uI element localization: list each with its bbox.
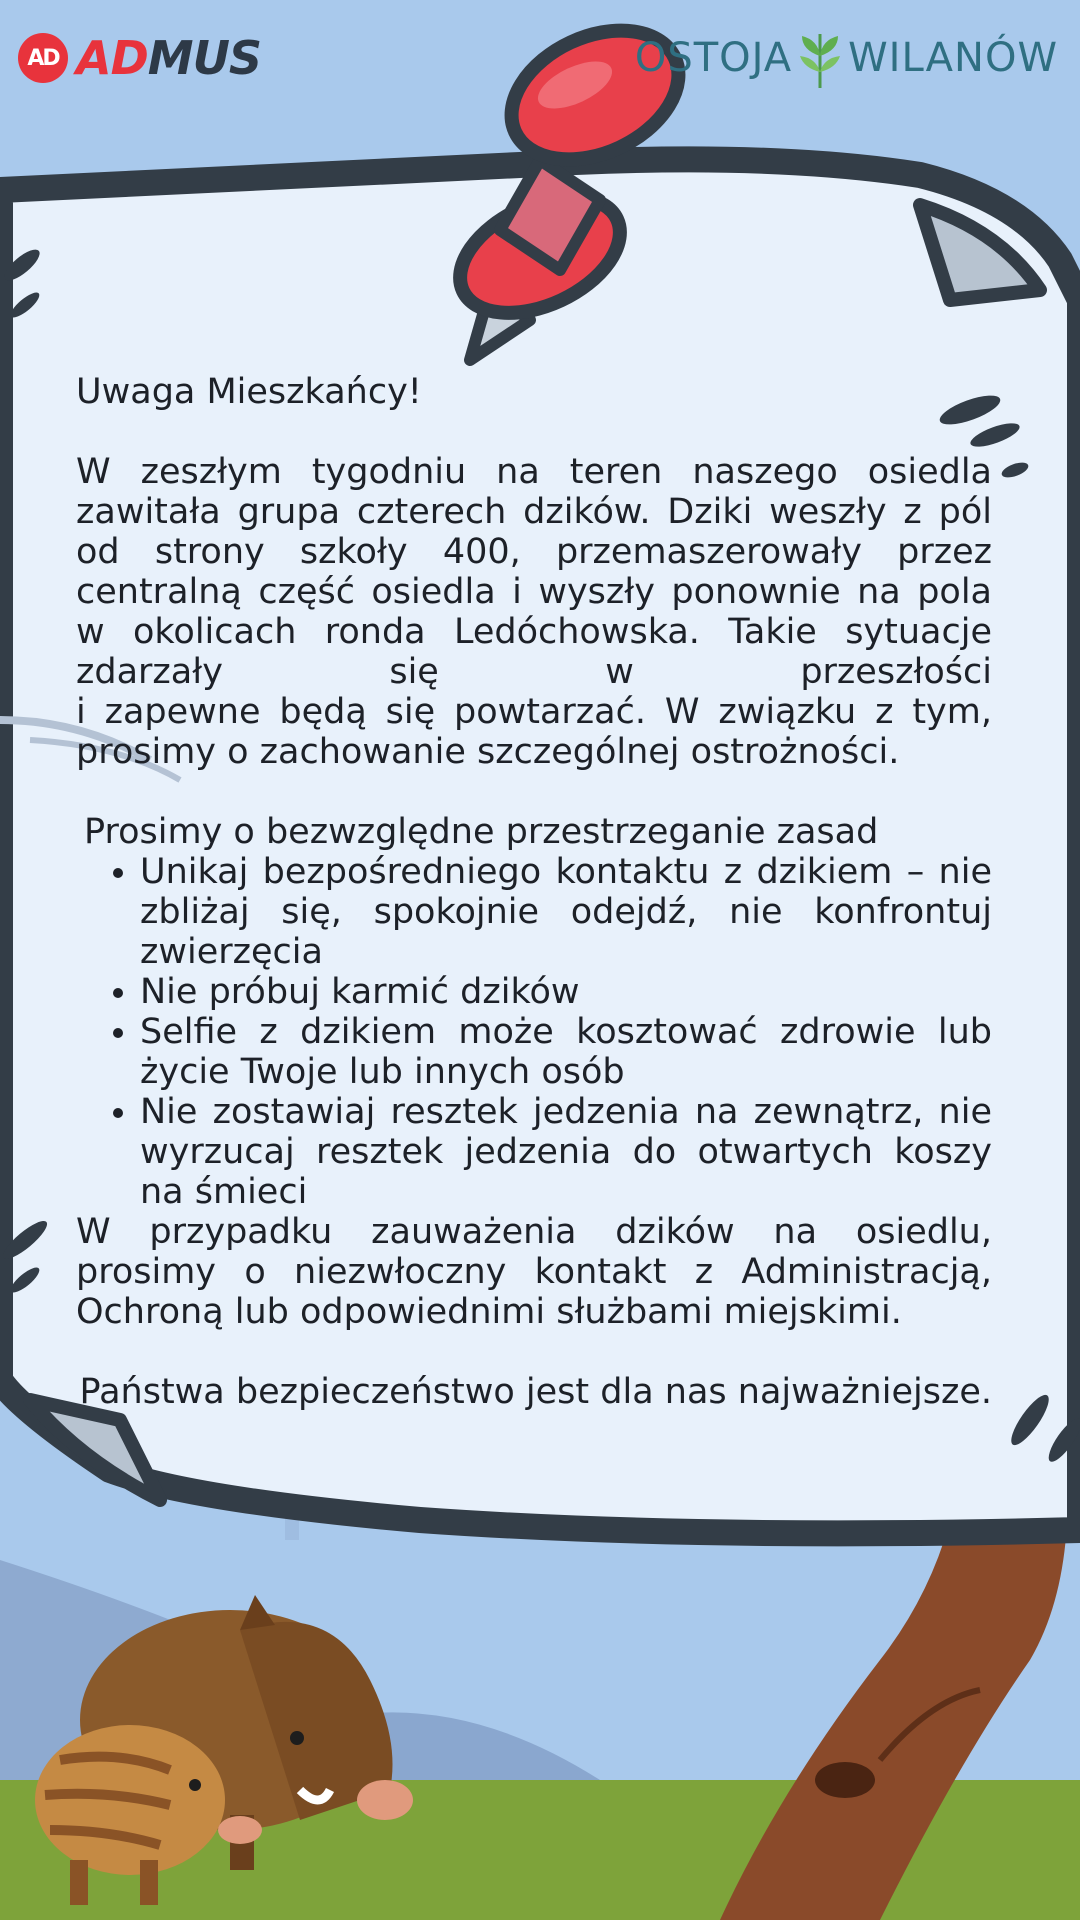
- contact-paragraph: W przypadku zauważenia dzików na osiedlu, prosimy o niezwłoczny kontakt z Administracją, Ochroną lub odpowiednimi służbami miejskimi.: [76, 1212, 992, 1332]
- rule-item: • Nie zostawiaj resztek jedzenia na zewnątrz, nie wyrzucaj resztek jedzenia do otwartych koszy na śmieci: [140, 1092, 992, 1212]
- ostoja-wilanow-logo: [635, 28, 1058, 88]
- notice-intro: W zeszłym tygodniu na teren naszego osiedla zawitała grupa czterech dzików. Dziki weszły z pól od strony szkoły 400, przemaszerowały przez centralną część osiedla i wyszły ponownie na pola w okolicach ronda Ledóchowska. Takie sytuacje zdarzały się w przeszłości: [76, 452, 992, 692]
- rules-title: Prosimy o bezwzględne przestrzeganie zasad: [84, 812, 879, 852]
- admus-badge-icon: AD: [18, 33, 68, 83]
- notice-text: [76, 372, 992, 1412]
- rule-item: • Selfie z dzikiem może kosztować zdrowie lub życie Twoje lub innych osób: [140, 1012, 992, 1092]
- rules-list: [76, 852, 992, 1212]
- admus-logo: [18, 30, 261, 86]
- notice-greeting: Uwaga Mieszkańcy!: [76, 372, 422, 412]
- logo-text-wilanow: WILANÓW: [848, 35, 1058, 81]
- admus-wordmark: ADMUS: [76, 31, 262, 85]
- rule-item: • Nie próbuj karmić dzików: [140, 972, 992, 1012]
- closing-line: Państwa bezpieczeństwo jest dla nas najważniejsze.: [79, 1372, 992, 1412]
- notice-intro-continued: i zapewne będą się powtarzać. W związku z tym, prosimy o zachowanie szczególnej ostrożności.: [76, 692, 992, 772]
- rule-item: • Unikaj bezpośredniego kontaktu z dzikiem – nie zbliżaj się, spokojnie odejdź, nie konfrontuj zwierzęcia: [140, 852, 992, 972]
- leaf-icon: [798, 26, 842, 90]
- logo-text-ostoja: OSTOJA: [634, 35, 793, 81]
